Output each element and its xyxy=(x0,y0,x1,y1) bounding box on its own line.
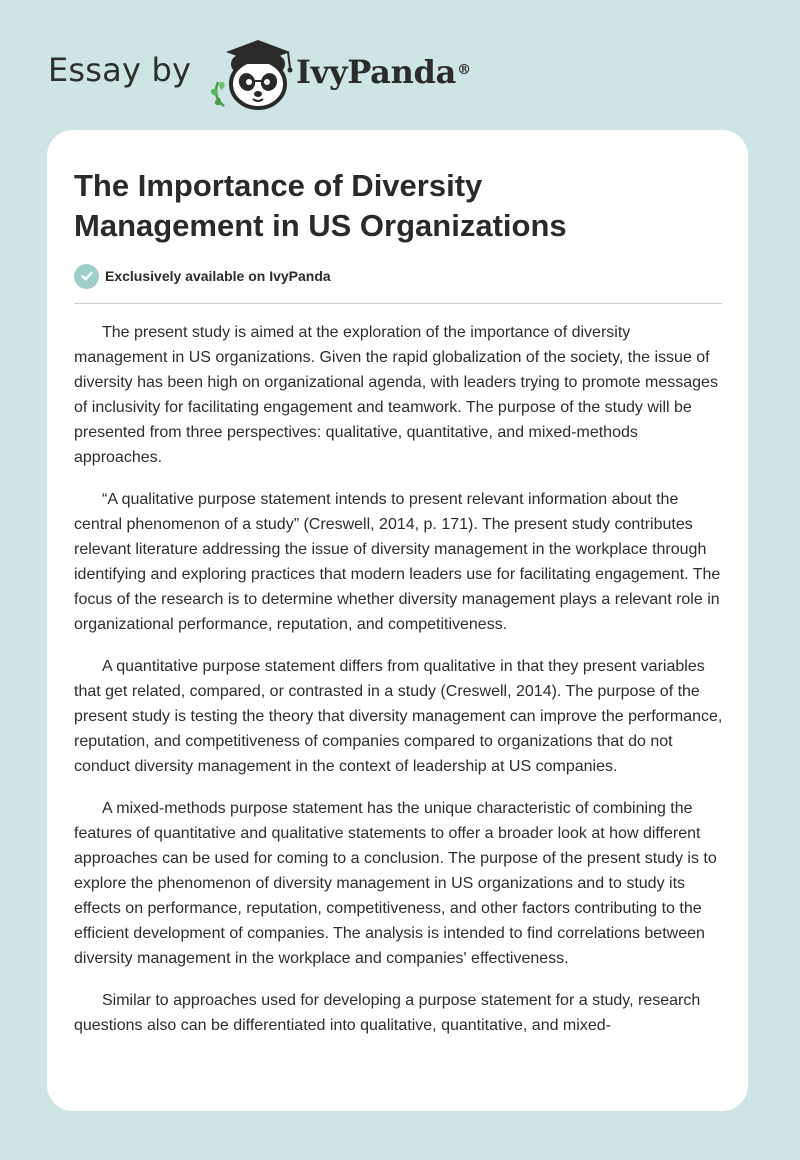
paragraph: Similar to approaches used for developing a purpose statement for a study, research questions also can be differentiated into qualitative, quantitative, and mixed- xyxy=(74,992,701,1034)
divider xyxy=(74,303,722,304)
essay-body xyxy=(74,320,724,1055)
paragraph: The present study is aimed at the exploration of the importance of diversity management in US organizations. Given the rapid globalization of the society, the issue of diversity has been high on organizational agenda, with leaders trying to promote messages of inclusivity for facilitating engagement and teamwork. The purpose of the study will be presented from three perspectives: qualitative, quantitative, and mixed-methods approaches. xyxy=(74,324,718,466)
exclusive-badge xyxy=(74,263,331,289)
essay-card xyxy=(47,130,748,1111)
paragraph: A mixed-methods purpose statement has the unique characteristic of combining the features of quantitative and qualitative statements to offer a broader look at how different approaches can be used for coming to a conclusion. The purpose of the present study is to explore the phenomenon of diversity management in US organizations and to study its effects on performance, reputation, competitiveness, and other factors contributing to the efficient development of companies. The analysis is intended to find correlations between diversity management in the workplace and companies' effectiveness. xyxy=(74,800,717,967)
paragraph: “A qualitative purpose statement intends to present relevant information about the central phenomenon of a study” (Creswell, 2014, p. 171). The present study contributes relevant literature addressing the issue of diversity management in the workplace through identifying and exploring practices that modern leaders use for facilitating engagement. The focus of the research is to determine whether diversity management plays a relevant role in organizational performance, reputation, and competitiveness. xyxy=(74,491,721,633)
page-title: The Importance of Diversity Management in US Organizations xyxy=(74,168,567,243)
site-header xyxy=(48,30,508,110)
check-circle-icon xyxy=(74,264,99,289)
panda-graduate-icon[interactable] xyxy=(204,34,304,112)
paragraph: A quantitative purpose statement differs from qualitative in that they present variables that get related, compared, or contrasted in a study (Creswell, 2014). The purpose of the present study is testing the theory that diversity management can improve the performance, reputation, and competitiveness of companies compared to organizations that do not conduct diversity management in the context of leadership at US companies. xyxy=(74,658,723,775)
registered-mark: ® xyxy=(457,62,471,78)
essay-by-label: Essay by xyxy=(48,51,192,89)
brand-name-text: IvyPanda xyxy=(296,53,457,91)
brand-name[interactable] xyxy=(296,52,471,92)
exclusive-badge-text: Exclusively available on IvyPanda xyxy=(105,268,331,284)
